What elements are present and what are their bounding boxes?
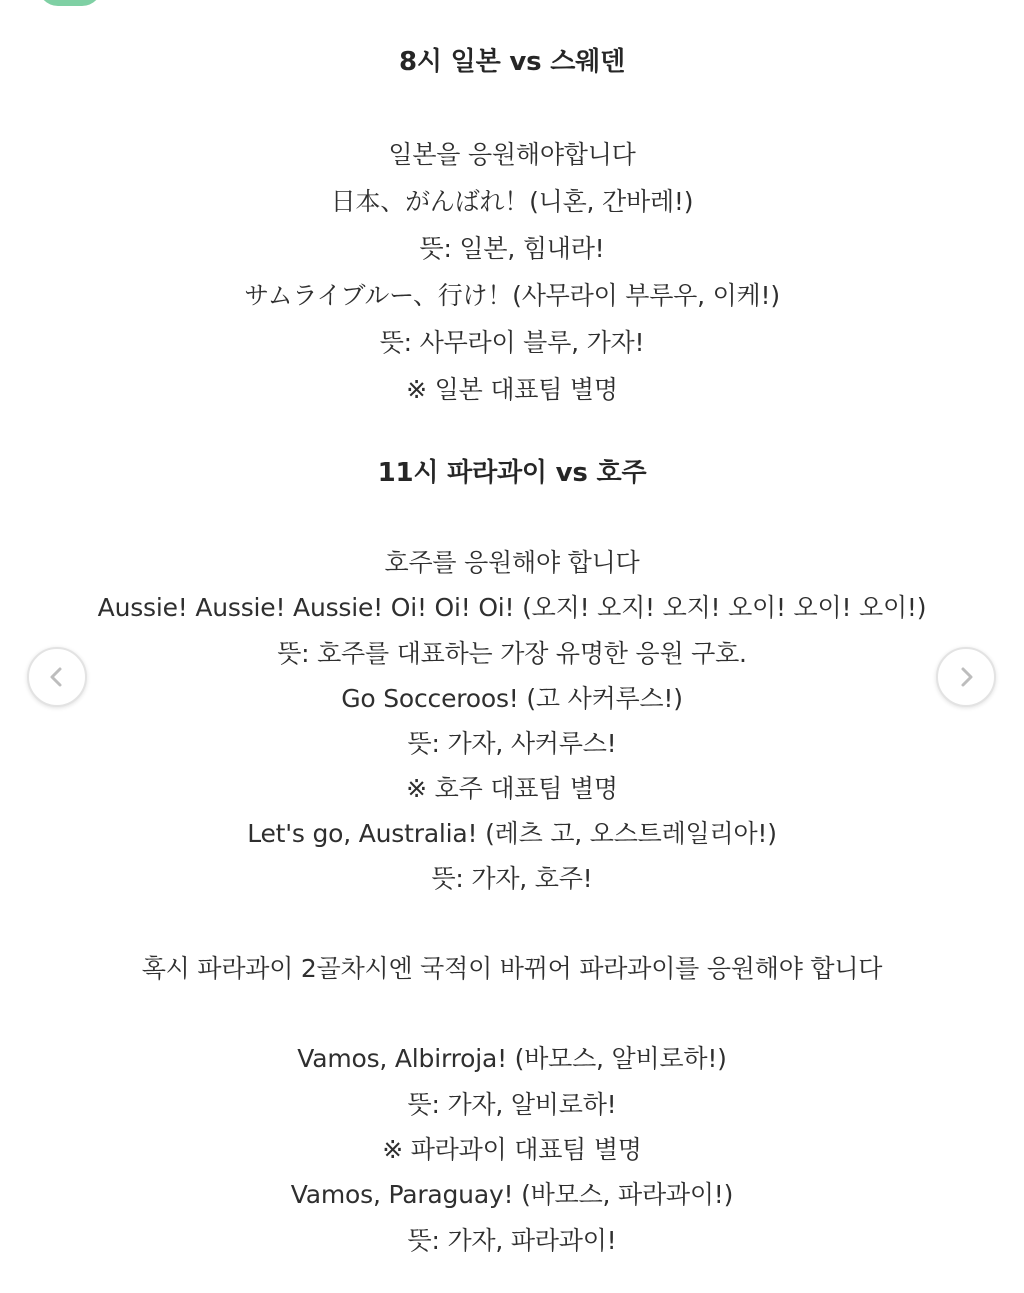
text-line: 뜻: 가자, 사커루스! <box>407 729 617 758</box>
text-line: 뜻: 가자, 알비로하! <box>407 1090 617 1119</box>
text-line: 뜻: 일본, 힘내라! <box>419 234 605 263</box>
heading-paraguay-australia: 11시 파라과이 vs 호주 <box>377 458 647 488</box>
text-line: 日本、がんばれ！(니혼, 간바레!) <box>330 187 694 216</box>
text-line: 뜻: 가자, 파라과이! <box>407 1226 617 1255</box>
text-line: 뜻: 호주를 대표하는 가장 유명한 응원 구호. <box>277 639 747 668</box>
top-badge <box>38 0 102 6</box>
text-line: 호주를 응원해야 합니다 <box>384 548 640 577</box>
text-line: ※ 일본 대표팀 별명 <box>406 375 618 404</box>
text-line: Let's go, Australia! (레츠 고, 오스트레일리아!) <box>247 819 777 848</box>
text-line: Vamos, Paraguay! (바모스, 파라과이!) <box>290 1180 734 1209</box>
text-line: サムライブルー、行け！(사무라이 부루우, 이케!) <box>244 281 780 310</box>
text-line: ※ 파라과이 대표팀 별명 <box>382 1135 642 1164</box>
heading-japan-sweden: 8시 일본 vs 스웨덴 <box>399 47 625 77</box>
carousel-prev-button[interactable] <box>27 647 87 707</box>
text-line: 뜻: 가자, 호주! <box>431 864 593 893</box>
chevron-right-icon <box>955 666 977 688</box>
text-line: Go Socceroos! (고 사커루스!) <box>341 684 683 713</box>
paraguay-note: 혹시 파라과이 2골차시엔 국적이 바뀌어 파라과이를 응원해야 합니다 <box>141 954 883 983</box>
text-line: Aussie! Aussie! Aussie! Oi! Oi! Oi! (오지! 오지! 오지! 오이! 오이! 오이!) <box>97 593 927 622</box>
chevron-left-icon <box>46 666 68 688</box>
carousel-next-button[interactable] <box>936 647 996 707</box>
text-line: 일본을 응원해야합니다 <box>388 140 636 169</box>
text-line: Vamos, Albirroja! (바모스, 알비로하!) <box>297 1044 727 1073</box>
text-line: ※ 호주 대표팀 별명 <box>406 774 618 803</box>
text-line: 뜻: 사무라이 블루, 가자! <box>379 328 645 357</box>
